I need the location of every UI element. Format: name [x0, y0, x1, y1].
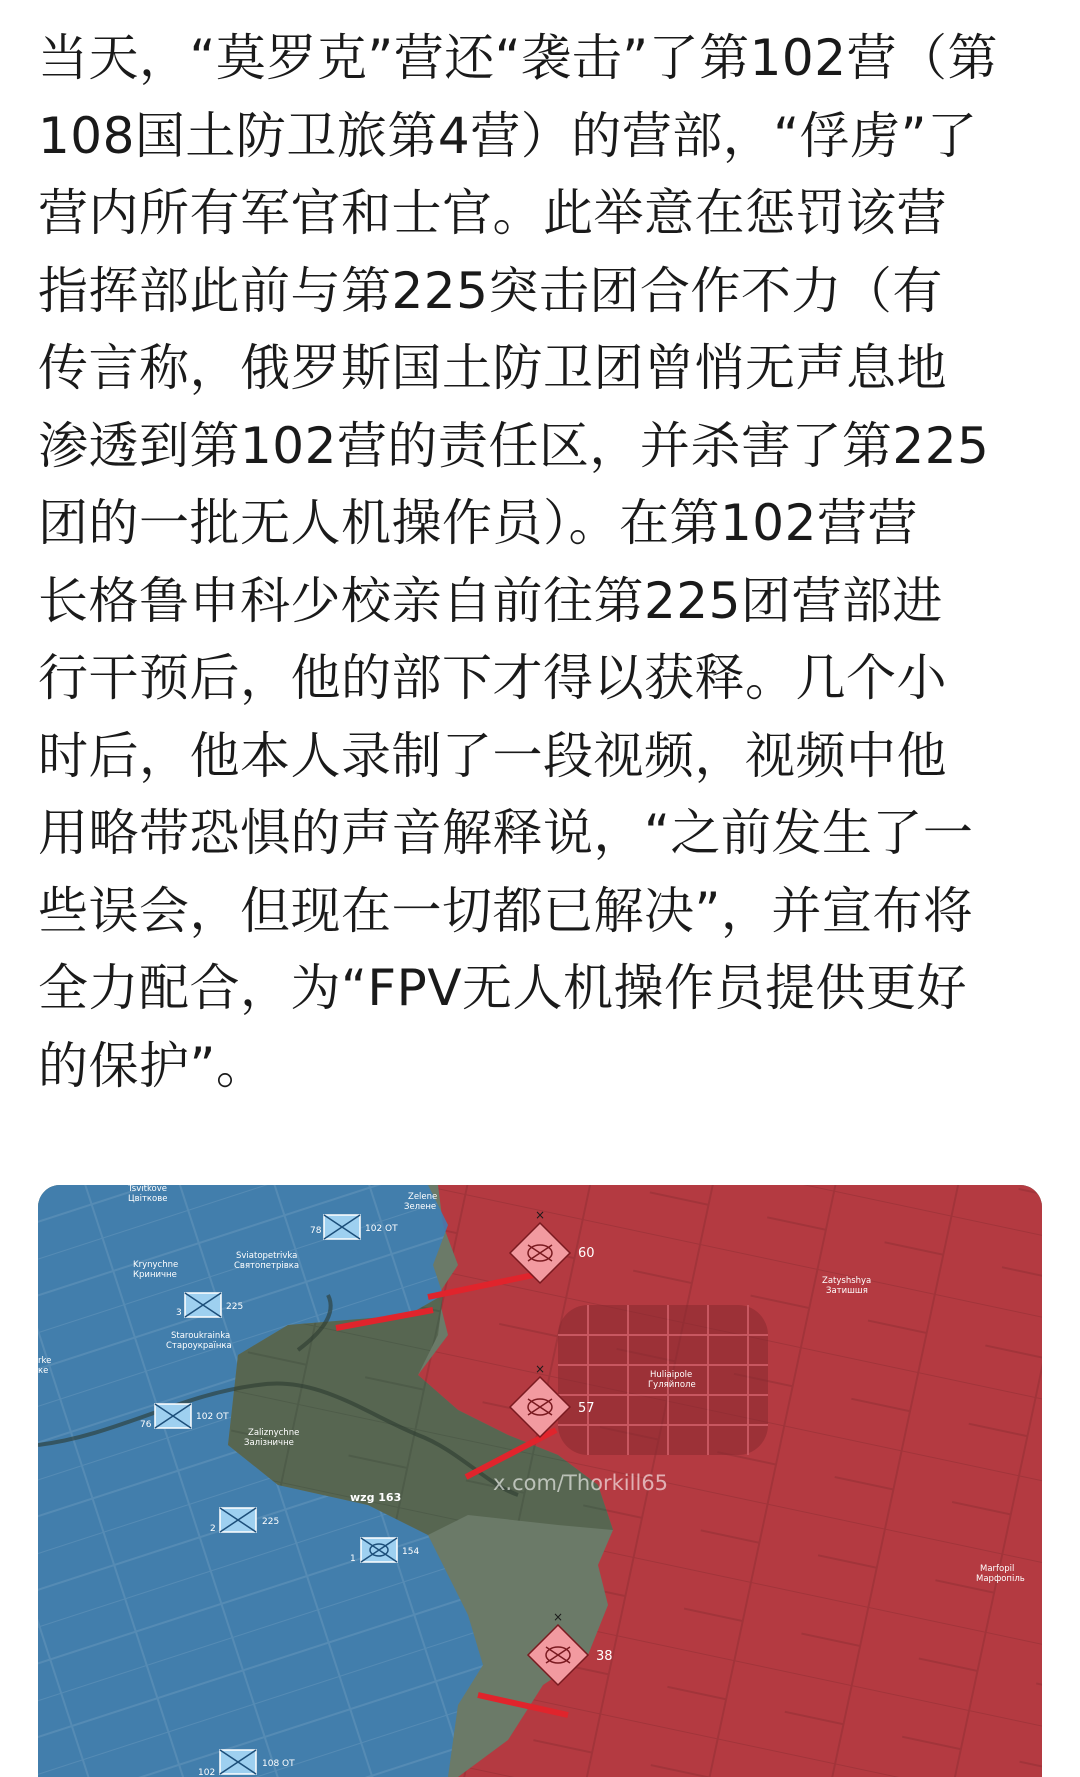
svg-text:1: 1 [350, 1554, 356, 1564]
town-krynychne-cyr: Криничне [133, 1270, 177, 1280]
svg-text:102: 102 [198, 1768, 216, 1777]
post-line: 行干预后，他的部下才得以获释。几个小 [38, 649, 947, 707]
svg-text:38: 38 [596, 1649, 613, 1664]
svg-text:102 ОТ: 102 ОТ [196, 1412, 229, 1422]
post-body [38, 20, 1048, 1105]
post-line: 当天，“莫罗克”营还“袭击”了第102营（第 [38, 29, 999, 87]
svg-text:225: 225 [262, 1517, 280, 1527]
svg-text:78: 78 [310, 1226, 322, 1236]
town-huliaipole: Huliaipole [650, 1370, 693, 1380]
svg-text:76: 76 [140, 1420, 152, 1430]
post-line: 时后，他本人录制了一段视频，视频中他 [38, 726, 947, 785]
town-tsvitkove-cyr: Цвіткове [128, 1194, 168, 1204]
town-sviatopetrivka-cyr: Святопетрівка [234, 1261, 300, 1271]
town-huliaipole-cyr: Гуляйполе [648, 1380, 696, 1390]
town-marfopil: Marfopil [980, 1564, 1015, 1574]
town-zatyshshya-cyr: Затишшя [826, 1286, 868, 1296]
svg-text:108 ОТ: 108 ОТ [262, 1759, 295, 1769]
map-watermark: x.com/Thorkill65 [493, 1471, 669, 1495]
svg-text:225: 225 [226, 1302, 244, 1312]
town-zelene-cyr: Зелене [404, 1202, 437, 1212]
svg-text:×: × [535, 1362, 546, 1376]
svg-text:2: 2 [210, 1524, 216, 1534]
town-zelene: Zelene [408, 1192, 438, 1202]
post-line: 108国土防卫旅第4营）的营部，“俘虏”了 [38, 106, 978, 165]
svg-text:×: × [553, 1610, 564, 1624]
town-staroukrainka-cyr: Староукраїнка [166, 1341, 232, 1351]
town-krynychne: Krynychne [133, 1260, 179, 1270]
svg-text:154: 154 [402, 1547, 420, 1557]
town-sviatopetrivka: Sviatopetrivka [236, 1251, 298, 1261]
svg-text:102 ОТ: 102 ОТ [365, 1224, 398, 1234]
post-line: 用略带恐惧的声音解释说，“之前发生了一 [38, 804, 974, 862]
town-tsvitkove: Tsvitkove [128, 1185, 168, 1194]
svg-text:60: 60 [578, 1246, 595, 1261]
post-line: 传言称，俄罗斯国土防卫团曾悄无声息地 [38, 339, 947, 397]
map-image[interactable] [38, 1185, 1042, 1777]
town-zaliznychne-cyr: Залізничне [244, 1438, 294, 1448]
town-edge-cyr: ке [38, 1366, 49, 1376]
post-line: 营内所有军官和士官。此举意在惩罚该营 [38, 184, 947, 242]
post-line: 团的一批无人机操作员）。在第102营营 [38, 494, 918, 552]
map-graphic [38, 1185, 1042, 1777]
svg-text:3: 3 [176, 1308, 182, 1318]
post-line: 渗透到第102营的责任区，并杀害了第225 [38, 416, 990, 475]
post-line: 全力配合，为“FPV无人机操作员提供更好 [38, 959, 968, 1017]
town-zaliznychne: Zaliznychne [248, 1428, 300, 1438]
post-line: 的保护”。 [38, 1036, 267, 1095]
town-zatyshshya: Zatyshshya [822, 1276, 872, 1286]
town-marfopil-cyr: Марфопіль [976, 1574, 1025, 1584]
svg-text:57: 57 [578, 1401, 595, 1416]
wzg-label: wzg 163 [350, 1491, 402, 1504]
post-line: 指挥部此前与第225突击团合作不力（有 [38, 261, 943, 320]
svg-text:×: × [535, 1208, 546, 1222]
post-line: 些误会，但现在一切都已解决”，并宣布将 [38, 881, 974, 940]
town-staroukrainka: Staroukrainka [171, 1331, 231, 1341]
post-line: 长格鲁申科少校亲自前往第225团营部进 [38, 571, 943, 630]
town-edge: rke [38, 1356, 52, 1366]
